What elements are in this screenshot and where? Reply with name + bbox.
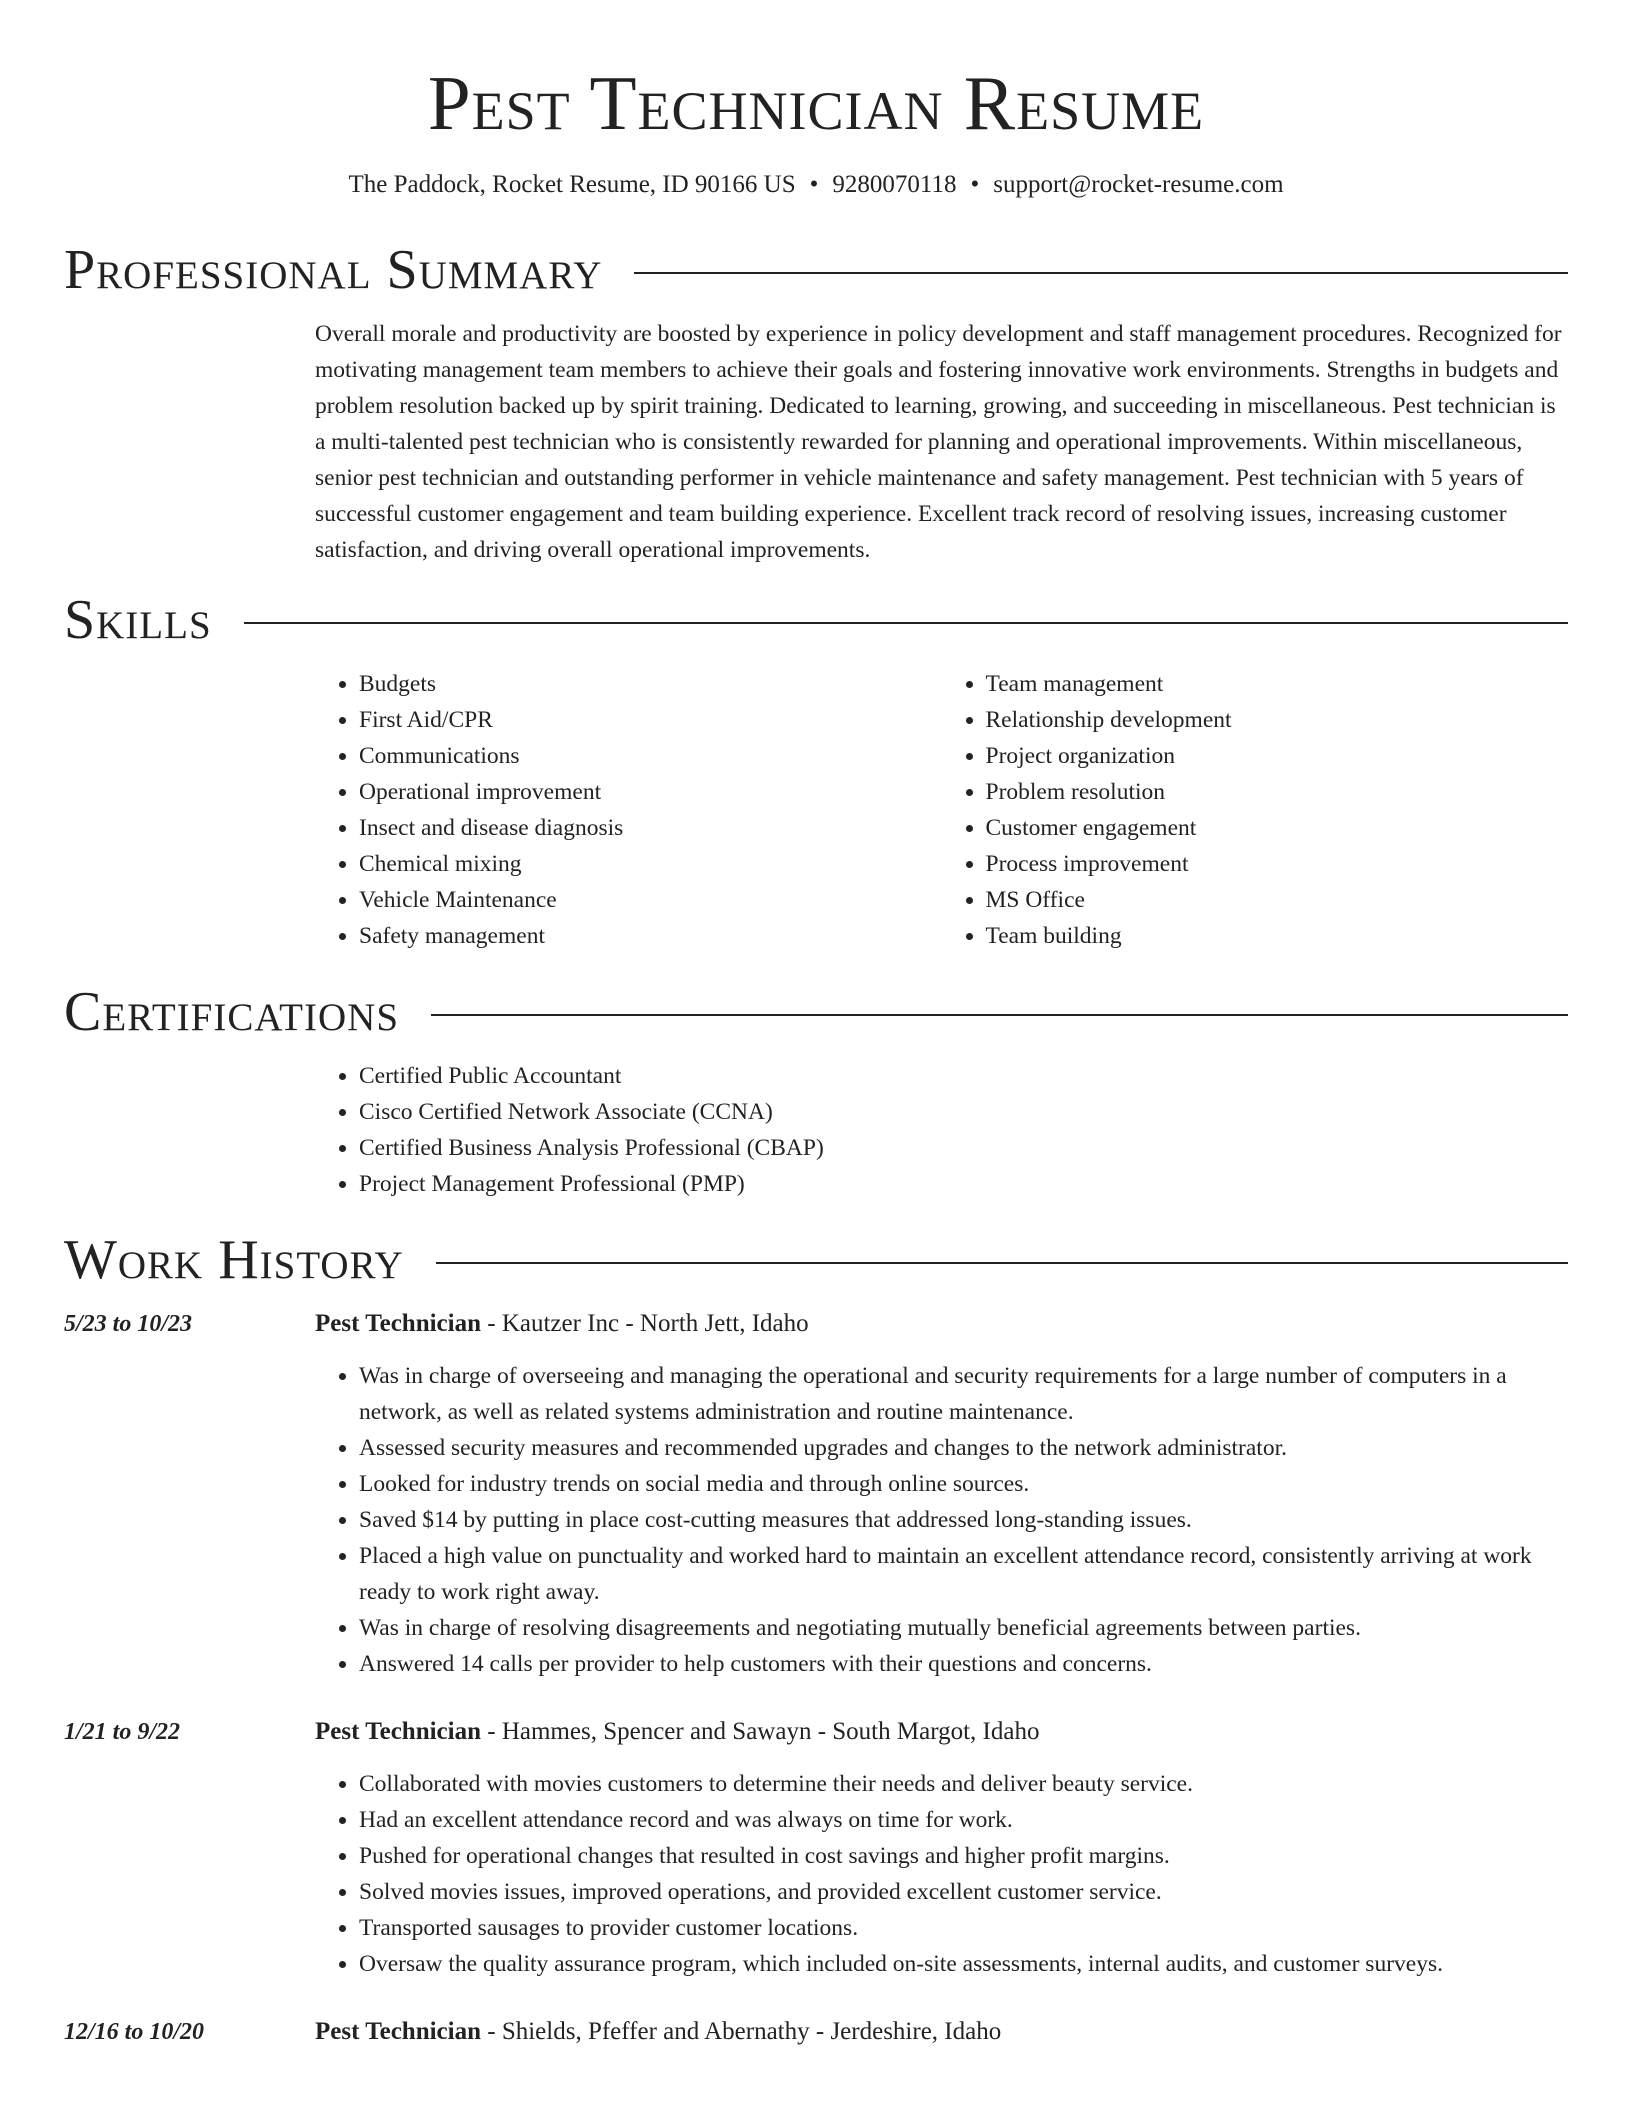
skill-item: • Vehicle Maintenance bbox=[359, 882, 942, 918]
job-details: - Kautzer Inc - North Jett, Idaho bbox=[481, 1310, 809, 1337]
section-divider bbox=[244, 622, 1568, 624]
job-entry bbox=[64, 2014, 1568, 2050]
certifications-list bbox=[315, 1058, 1568, 1202]
job-bullet: • Assessed security measures and recommended upgrades and changes to the network administrator. bbox=[359, 1430, 1568, 1466]
job-bullet: • Solved movies issues, improved operations, and provided excellent customer service. bbox=[359, 1874, 1568, 1910]
summary-text: Overall morale and productivity are boosted by experience in policy development and staff management procedures. Recognized for motivating management team members to achieve their goals and fostering innovative work environments. Strengths in budgets and problem resolution backed up by spirit training. Dedicated to learning, growing, and succeeding in miscellaneous. Pest technician is a multi-talented pest technician who is consistently rewarded for planning and operational improvements. Within miscellaneous, senior pest technician and outstanding performer in vehicle maintenance and safety management. Pest technician with 5 years of successful customer engagement and team building experience. Excellent track record of resolving issues, increasing customer satisfaction, and driving overall operational improvements. bbox=[315, 321, 1562, 563]
certification-item: • Cisco Certified Network Associate (CCNA) bbox=[359, 1094, 1568, 1130]
section-divider bbox=[431, 1014, 1568, 1016]
job-bullet-list bbox=[315, 1358, 1568, 1682]
certification-item: • Certified Public Accountant bbox=[359, 1058, 1568, 1094]
skills-grid bbox=[315, 666, 1568, 954]
contact-line bbox=[64, 168, 1568, 202]
job-bullet: • Transported sausages to provider customer locations. bbox=[359, 1910, 1568, 1946]
certification-item: • Certified Business Analysis Professional (CBAP) bbox=[359, 1130, 1568, 1166]
job-bullet: • Had an excellent attendance record and was always on time for work. bbox=[359, 1802, 1568, 1838]
job-bullet: • Collaborated with movies customers to determine their needs and deliver beauty service. bbox=[359, 1766, 1568, 1802]
skill-item: • Insect and disease diagnosis bbox=[359, 810, 942, 846]
certifications-heading: Certifications bbox=[64, 981, 400, 1043]
job-bullet: • Oversaw the quality assurance program, which included on-site assessments, internal audits, and customer surveys. bbox=[359, 1946, 1568, 1982]
skills-section-header bbox=[64, 588, 1568, 652]
summary-section-header bbox=[64, 238, 1568, 302]
job-bullets bbox=[315, 1766, 1568, 1982]
skill-item: • Relationship development bbox=[986, 702, 1569, 738]
job-bullet: • Was in charge of resolving disagreements and negotiating mutually beneficial agreements between parties. bbox=[359, 1610, 1568, 1646]
skill-item: • Team building bbox=[986, 918, 1569, 954]
skill-item: • MS Office bbox=[986, 882, 1569, 918]
summary-heading: Professional Summary bbox=[64, 239, 603, 301]
job-header bbox=[64, 1714, 1568, 1750]
skill-item: • First Aid/CPR bbox=[359, 702, 942, 738]
summary-body bbox=[315, 316, 1568, 568]
skill-item: • Chemical mixing bbox=[359, 846, 942, 882]
job-bullet-list bbox=[315, 1766, 1568, 1982]
phone-text: 9280070118 bbox=[832, 171, 957, 198]
job-dates: 12/16 to 10/20 bbox=[64, 2019, 205, 2045]
contact-separator: • bbox=[809, 171, 819, 198]
resume-page bbox=[64, 0, 1568, 2050]
skills-heading: Skills bbox=[64, 589, 212, 651]
email-text: support@rocket-resume.com bbox=[993, 171, 1284, 198]
work-section-header bbox=[64, 1228, 1568, 1292]
job-bullet: • Saved $14 by putting in place cost-cutting measures that addressed long-standing issues. bbox=[359, 1502, 1568, 1538]
job-dates: 5/23 to 10/23 bbox=[64, 1311, 193, 1337]
skill-item: • Project organization bbox=[986, 738, 1569, 774]
job-dates: 1/21 to 9/22 bbox=[64, 1719, 181, 1745]
contact-separator: • bbox=[970, 171, 980, 198]
section-divider bbox=[634, 272, 1568, 274]
job-bullet: • Looked for industry trends on social media and through online sources. bbox=[359, 1466, 1568, 1502]
job-bullet: • Pushed for operational changes that resulted in cost savings and higher profit margins. bbox=[359, 1838, 1568, 1874]
job-heading bbox=[315, 1714, 1039, 1750]
skill-item: • Communications bbox=[359, 738, 942, 774]
job-title: Pest Technician bbox=[315, 2018, 481, 2045]
address-text: The Paddock, Rocket Resume, ID 90166 US bbox=[348, 171, 796, 198]
skill-item: • Customer engagement bbox=[986, 810, 1569, 846]
certification-item: • Project Management Professional (PMP) bbox=[359, 1166, 1568, 1202]
job-title: Pest Technician bbox=[315, 1310, 481, 1337]
certifications-body bbox=[315, 1058, 1568, 1202]
skills-list-left bbox=[315, 666, 942, 954]
job-header bbox=[64, 1306, 1568, 1342]
skill-item: • Problem resolution bbox=[986, 774, 1569, 810]
job-bullet: • Answered 14 calls per provider to help customers with their questions and concerns. bbox=[359, 1646, 1568, 1682]
certifications-section-header bbox=[64, 980, 1568, 1044]
skill-item: • Budgets bbox=[359, 666, 942, 702]
job-title: Pest Technician bbox=[315, 1718, 481, 1745]
skills-list-right bbox=[942, 666, 1569, 954]
job-bullets bbox=[315, 1358, 1568, 1682]
job-details: - Shields, Pfeffer and Abernathy - Jerdeshire, Idaho bbox=[481, 2018, 1002, 2045]
skill-item: • Safety management bbox=[359, 918, 942, 954]
job-heading bbox=[315, 1306, 809, 1342]
skill-item: • Team management bbox=[986, 666, 1569, 702]
job-entry bbox=[64, 1306, 1568, 1682]
job-heading bbox=[315, 2014, 1001, 2050]
skill-item: • Process improvement bbox=[986, 846, 1569, 882]
job-bullet: • Was in charge of overseeing and managing the operational and security requirements for a large number of computers in a network, as well as related systems administration and routine maintenance. bbox=[359, 1358, 1568, 1430]
job-details: - Hammes, Spencer and Sawayn - South Margot, Idaho bbox=[481, 1718, 1040, 1745]
job-header bbox=[64, 2014, 1568, 2050]
work-heading: Work History bbox=[64, 1229, 404, 1291]
job-entry bbox=[64, 1714, 1568, 1982]
job-bullet: • Placed a high value on punctuality and worked hard to maintain an excellent attendance record, consistently arriving at work ready to work right away. bbox=[359, 1538, 1568, 1610]
section-divider bbox=[436, 1262, 1568, 1264]
skill-item: • Operational improvement bbox=[359, 774, 942, 810]
resume-title: Pest Technician Resume bbox=[427, 60, 1205, 146]
